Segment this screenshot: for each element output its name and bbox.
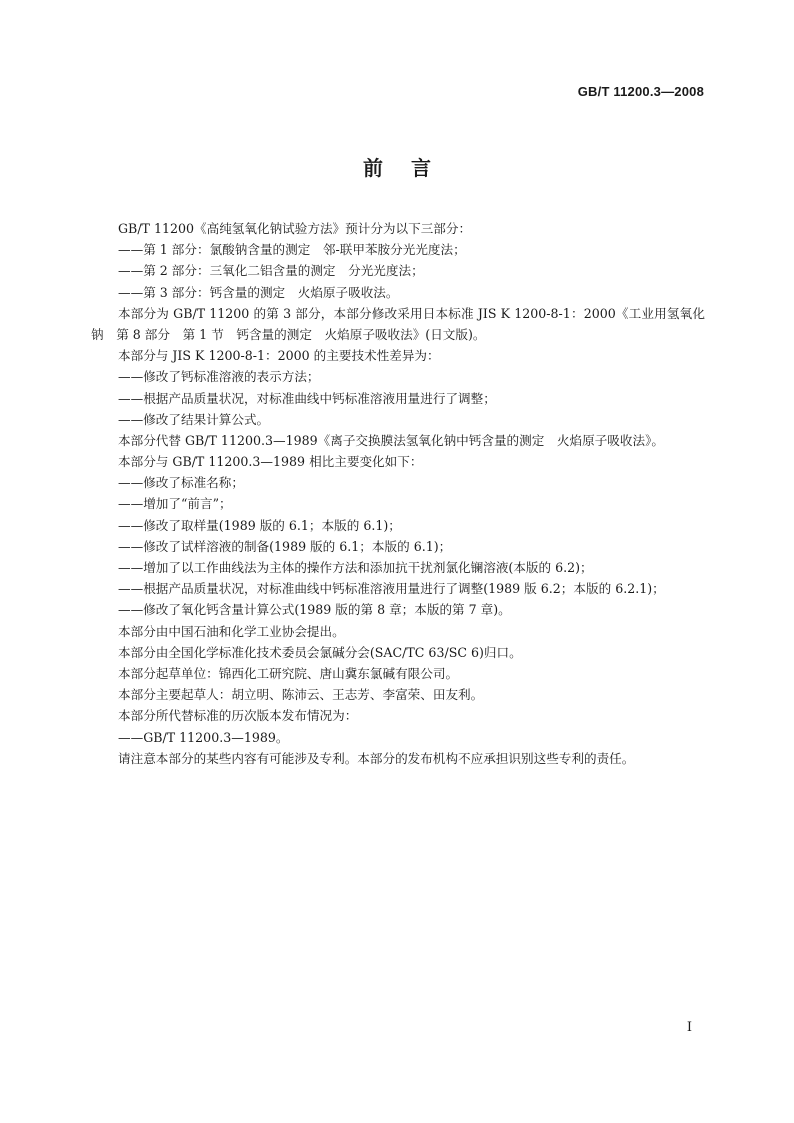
list-item-change-3: ——修改了取样量(1989 版的 6.1；本版的 6.1)； — [118, 517, 401, 533]
adoption-paragraph-line-2: 钠 第 8 部分 第 1 节 钙含量的测定 火焰原子吸收法》(日文版)。 — [91, 326, 486, 342]
list-item-change-1: ——修改了标准名称； — [118, 475, 244, 491]
foreword-body — [91, 218, 705, 769]
list-item-part-1: ——第 1 部分：氯酸钠含量的测定 邻-联甲苯胺分光光度法； — [118, 242, 466, 258]
list-item-difference-1: ——修改了钙标准溶液的表示方法； — [118, 369, 320, 385]
list-item-change-6: ——根据产品质量状况，对标准曲线中钙标准溶液用量进行了调整(1989 版 6.2；本版的 6.2.1)； — [118, 581, 665, 597]
list-item-part-2: ——第 2 部分：三氧化二铝含量的测定 分光光度法； — [118, 263, 424, 279]
page-number: I — [686, 1020, 692, 1035]
drafters: 本部分主要起草人：胡立明、陈沛云、王志芳、李富荣、田友利。 — [118, 687, 484, 703]
list-item-change-2: ——增加了“前言”； — [118, 496, 232, 512]
tech-differences-intro: 本部分与 JIS K 1200-8-1：2000 的主要技术性差异为： — [118, 348, 440, 364]
intro-line: GB/T 11200《高纯氢氧化钠试验方法》预计分为以下三部分： — [118, 221, 472, 236]
drafting-units: 本部分起草单位：锦西化工研究院、唐山冀东氯碱有限公司。 — [118, 665, 459, 681]
list-item-difference-3: ——修改了结果计算公式。 — [118, 411, 270, 427]
list-item-change-5: ——增加了以工作曲线法为主体的操作方法和添加抗干扰剂氯化镧溶液(本版的 6.2)； — [118, 560, 593, 575]
list-item-part-3: ——第 3 部分：钙含量的测定 火焰原子吸收法。 — [118, 284, 399, 300]
previous-editions-intro: 本部分所代替标准的历次版本发布情况为： — [118, 708, 358, 724]
list-item-change-7: ——修改了氧化钙含量计算公式(1989 版的第 8 章；本版的第 7 章)。 — [118, 602, 511, 618]
standard-code-header: GB/T 11200.3—2008 — [577, 84, 704, 99]
page-title: 前言 — [363, 156, 459, 180]
list-item-change-4: ——修改了试样溶液的制备(1989 版的 6.1；本版的 6.1)； — [118, 538, 452, 554]
list-item-difference-2: ——根据产品质量状况，对标准曲线中钙标准溶液用量进行了调整； — [118, 390, 496, 406]
list-item-previous-edition: ——GB/T 11200.3—1989。 — [118, 729, 289, 745]
committee-statement: 本部分由全国化学标准化技术委员会氯碱分会(SAC/TC 63/SC 6)归口。 — [118, 644, 522, 660]
proposer-statement: 本部分由中国石油和化学工业协会提出。 — [118, 623, 345, 639]
replacement-statement: 本部分代替 GB/T 11200.3—1989《离子交换膜法氢氧化钠中钙含量的测定 火焰原子吸收法》。 — [118, 432, 664, 448]
changes-intro: 本部分与 GB/T 11200.3—1989 相比主要变化如下： — [118, 454, 423, 470]
adoption-paragraph-line-1: 本部分为 GB/T 11200 的第 3 部分，本部分修改采用日本标准 JIS K 1200-8-1：2000《工业用氢氧化 — [118, 305, 705, 321]
patent-notice: 请注意本部分的某些内容有可能涉及专利。本部分的发布机构不应承担识别这些专利的责任。 — [118, 750, 635, 766]
